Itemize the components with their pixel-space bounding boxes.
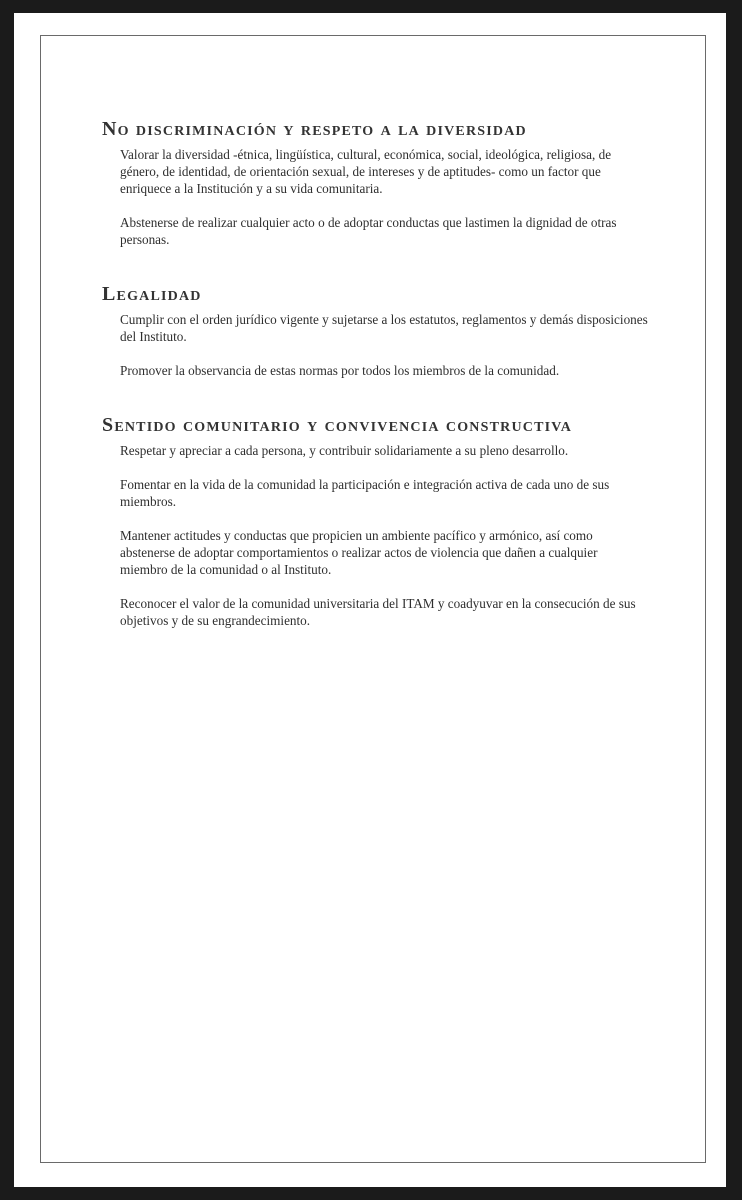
paragraph: Mantener actitudes y conductas que propicien un ambiente pacífico y armónico, así como abstenerse de adoptar comportamientos o realizar actos de violencia que dañen a cualquier miembro de la comunidad o al Instituto. xyxy=(120,528,598,577)
section-legalidad xyxy=(102,281,652,379)
document-content xyxy=(102,116,652,662)
paragraph: Cumplir con el orden jurídico vigente y sujetarse a los estatutos, reglamentos y demás disposiciones del Instituto. xyxy=(120,312,648,344)
paragraph: Promover la observancia de estas normas por todos los miembros de la comunidad. xyxy=(120,363,560,378)
paragraph: Abstenerse de realizar cualquier acto o de adoptar conductas que lastimen la dignidad de otras personas. xyxy=(120,215,617,247)
paragraph: Reconocer el valor de la comunidad universitaria del ITAM y coadyuvar en la consecución de sus objetivos y de su engrandecimiento. xyxy=(120,596,636,628)
section-no-discriminacion xyxy=(102,116,652,248)
paragraph: Fomentar en la vida de la comunidad la participación e integración activa de cada uno de sus miembros. xyxy=(120,477,610,509)
section-sentido-comunitario xyxy=(102,412,652,629)
section-heading: Sentido comunitario y convivencia constructiva xyxy=(102,414,573,436)
paragraph: Respetar y apreciar a cada persona, y contribuir solidariamente a su pleno desarrollo. xyxy=(120,443,569,458)
section-heading: No discriminación y respeto a la diversidad xyxy=(102,118,527,140)
section-heading: Legalidad xyxy=(102,283,202,305)
paragraph: Valorar la diversidad -étnica, lingüística, cultural, económica, social, ideológica, religiosa, de género, de identidad, de orientación sexual, de intereses y de aptitudes- como un factor que enriquece a la Institución y a su vida comunitaria. xyxy=(120,147,612,196)
